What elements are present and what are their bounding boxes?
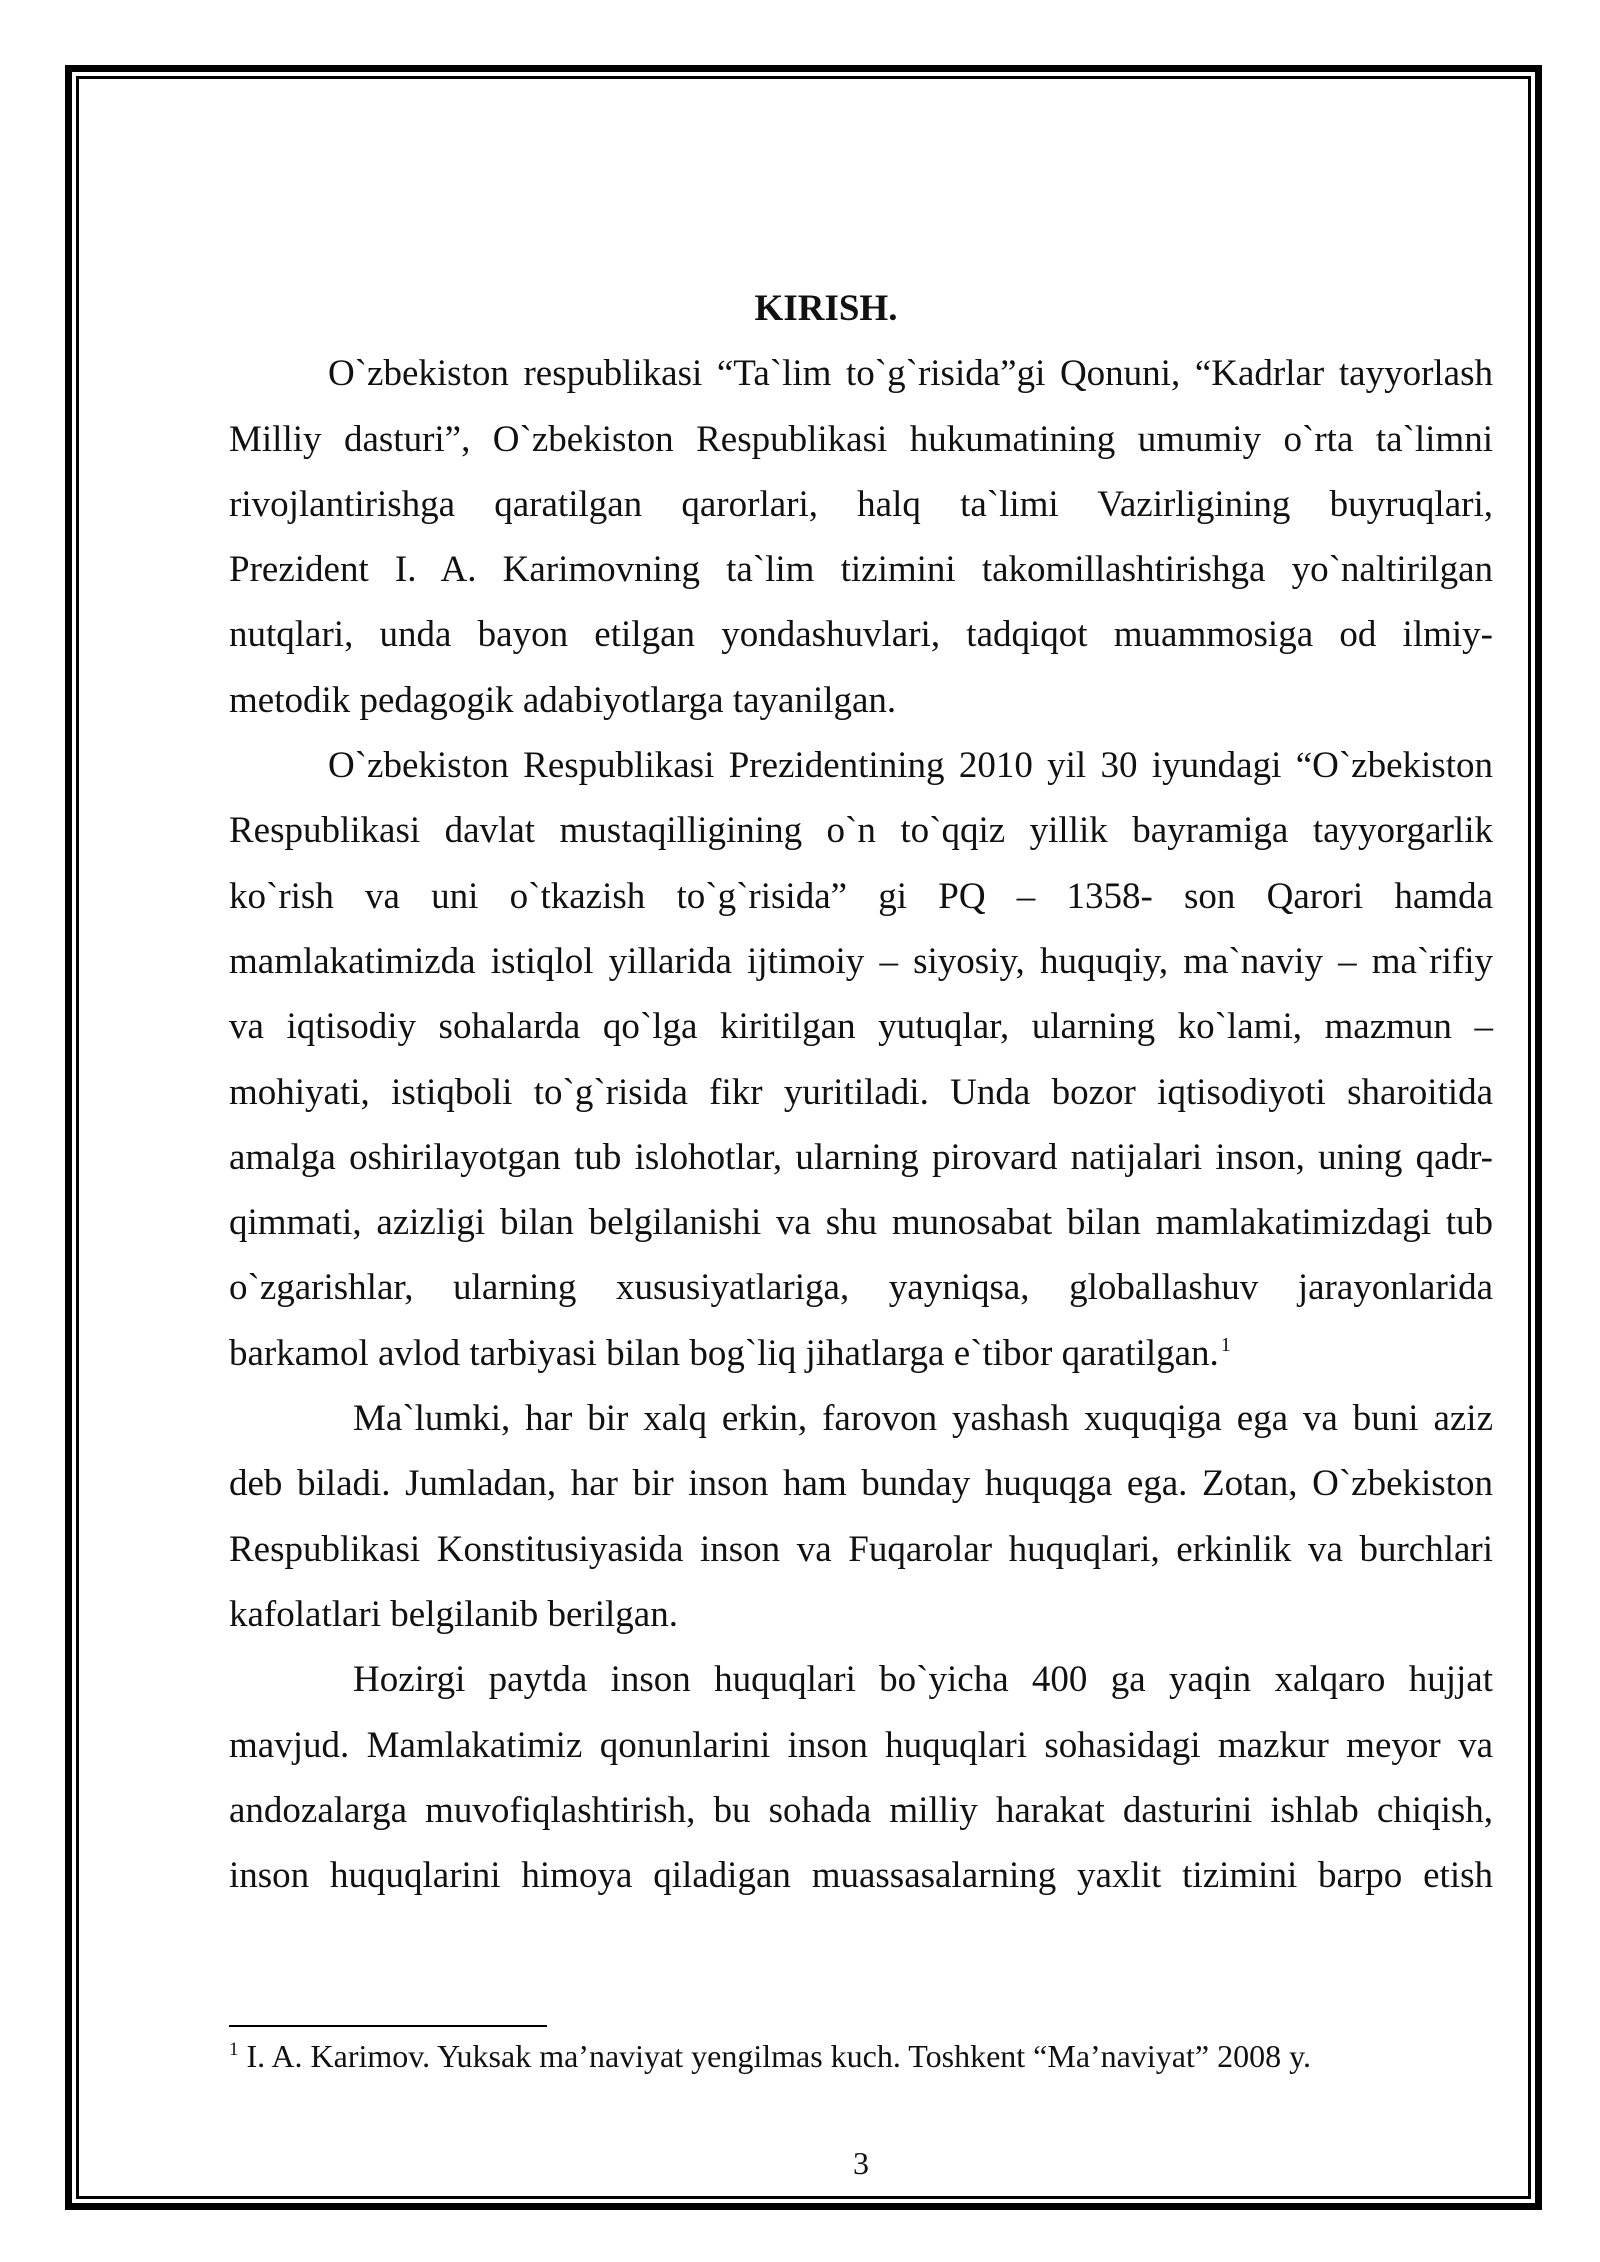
line-text: ko`rish va uni o`tkazish to`g`risida” gi PQ – 1358- son Qarori hamda [229,875,1493,917]
paragraph [229,341,1493,733]
text-line [229,1451,1493,1516]
line-text: deb biladi. Jumladan, har bir inson ham bunday huquqga ega. Zotan, O`zbekiston [229,1463,1493,1505]
text-line [229,407,1493,472]
text-line [229,668,1493,733]
footnote-reference[interactable]: 1 [1220,1333,1231,1356]
line-text: mavjud. Mamlakatimiz qonunlarini inson huquqlari sohasidagi mazkur meyor va [229,1724,1493,1766]
line-text: amalga oshirilayotgan tub islohotlar, ularning pirovard natijalari inson, uning qadr- [229,1136,1493,1178]
line-text: Ma`lumki, har bir xalq erkin, farovon yashash xuquqiga ega va buni aziz [353,1398,1493,1440]
line-text: Respublikasi davlat mustaqilligining o`n to`qqiz yillik bayramiga tayyorgarlik [229,810,1493,852]
text-line [229,733,1493,798]
text-line [229,472,1493,537]
footnote-marker: 1 [229,2039,239,2060]
text-line [229,602,1493,667]
line-text: O`zbekiston Respublikasi Prezidentining 2010 yil 30 iyundagi “O`zbekiston [328,745,1493,787]
line-text: o`zgarishlar, ularning xususiyatlariga, yayniqsa, globallashuv jarayonlarida [229,1267,1493,1309]
line-text: Prezident I. A. Karimovning ta`lim tizimini takomillashtirishga yo`naltirilgan [229,549,1493,591]
text-line [229,1647,1493,1712]
section-title: KIRISH. [754,288,898,329]
text-line [229,1060,1493,1125]
text-line [229,1582,1493,1647]
line-text: barkamol avlod tarbiyasi bilan bog`liq jihatlarga e`tibor qaratilgan. [229,1332,1219,1374]
line-text: Respublikasi Konstitusiyasida inson va Fuqarolar huquqlari, erkinlik va burchlari [229,1528,1493,1570]
text-line [229,1386,1493,1451]
line-text: mamlakatimizda istiqlol yillarida ijtimoiy – siyosiy, huquqiy, ma`naviy – ma`rifiy [229,940,1493,982]
line-text: rivojlantirishga qaratilgan qarorlari, halq ta`limi Vazirligining buyruqlari, [229,483,1493,525]
line-text: kafolatlari belgilanib berilgan. [229,1593,678,1635]
line-text: Hozirgi paytda inson huquqlari bo`yicha 400 ga yaqin xalqaro hujjat [353,1659,1493,1701]
text-line [229,864,1493,929]
paragraph [229,1386,1493,1647]
footnote-text: I. A. Karimov. Yuksak ma’naviyat yengilmas kuch. Toshkent “Ma’naviyat” 2008 y. [246,2038,1311,2074]
text-line [229,798,1493,863]
line-text: qimmati, azizligi bilan belgilanishi va shu munosabat bilan mamlakatimizdagi tub [229,1202,1493,1244]
line-text: nutqlari, unda bayon etilgan yondashuvlari, tadqiqot muammosiga od ilmiy- [229,614,1493,656]
page-number: 3 [853,2145,869,2181]
text-line [229,1778,1493,1843]
text-line [229,1190,1493,1255]
text-line [229,537,1493,602]
document-body [229,276,1493,1908]
footnote [229,2036,1493,2076]
line-text: inson huquqlarini himoya qiladigan muassasalarning yaxlit tizimini barpo etish [229,1855,1493,1897]
footnote-separator [229,2025,547,2027]
paragraph [229,733,1493,1386]
text-line [229,994,1493,1059]
line-text: va iqtisodiy sohalarda qo`lga kiritilgan yutuqlar, ularning ko`lami, mazmun – [229,1006,1493,1048]
line-text: metodik pedagogik adabiyotlarga tayanilgan. [229,679,897,721]
text-line [229,1321,1493,1386]
text-line [229,1843,1493,1908]
line-text: andozalarga muvofiqlashtirish, bu sohada milliy harakat dasturini ishlab chiqish, [229,1789,1493,1831]
line-text: O`zbekiston respublikasi “Ta`lim to`g`risida”gi Qonuni, “Kadrlar tayyorlash [328,353,1493,395]
line-text: mohiyati, istiqboli to`g`risida fikr yuritiladi. Unda bozor iqtisodiyoti sharoitida [229,1071,1493,1113]
text-line [229,1713,1493,1778]
text-line [229,1517,1493,1582]
text-line [229,341,1493,406]
text-line [229,1125,1493,1190]
paragraph [229,1647,1493,1908]
text-line [229,929,1493,994]
line-text: Milliy dasturi”, O`zbekiston Respublikasi hukumatining umumiy o`rta ta`limni [229,418,1493,460]
text-line [229,1255,1493,1320]
